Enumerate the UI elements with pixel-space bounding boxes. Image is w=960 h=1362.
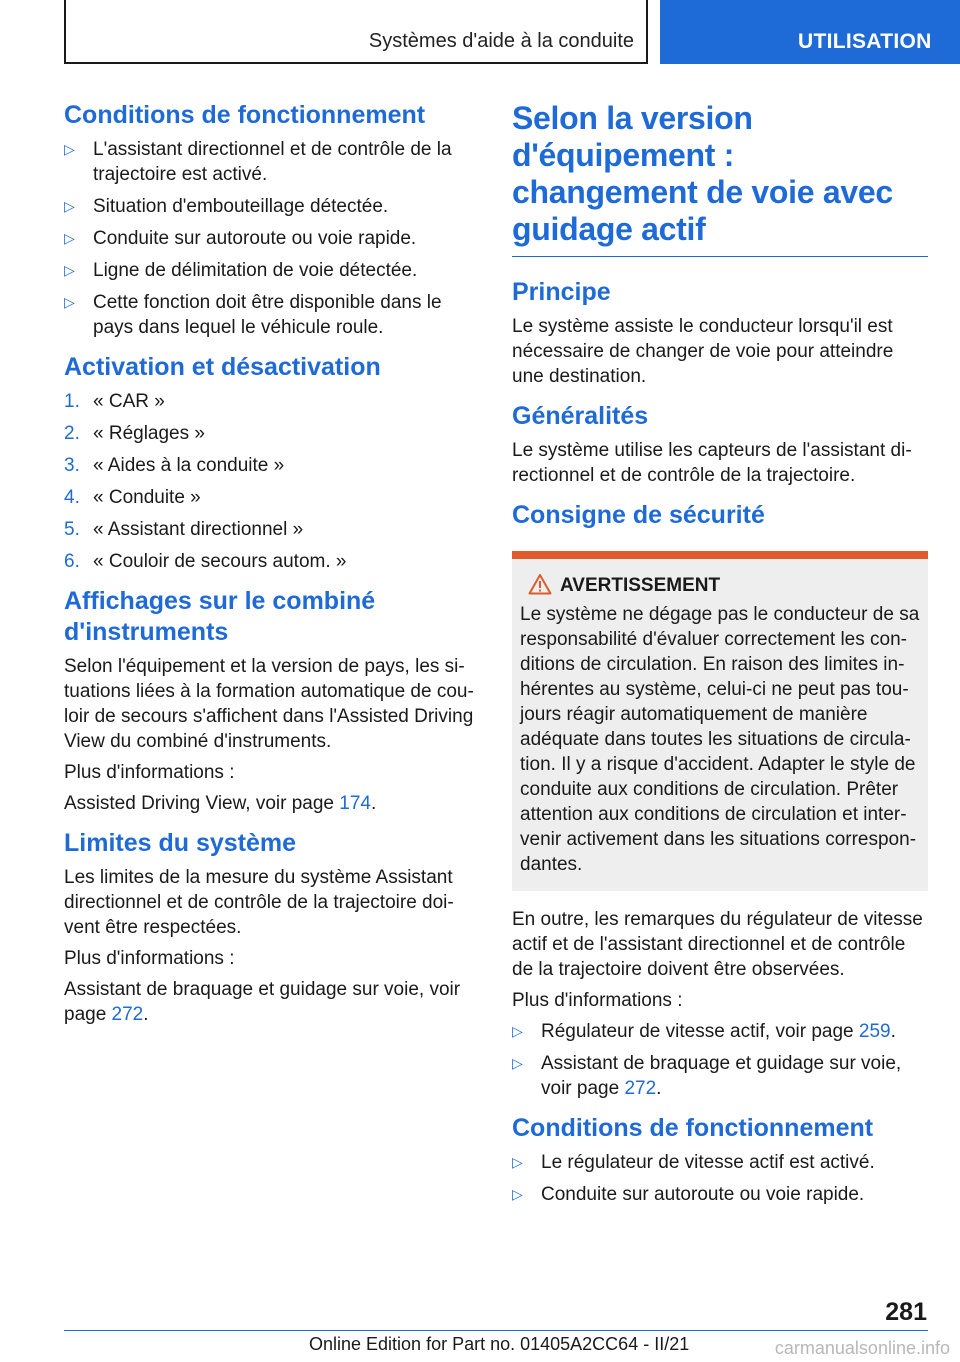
heading-activation: Activation et désactivation [64,353,381,381]
activation-steps [64,389,480,574]
heading-consigne: Consigne de sécurité [512,501,765,529]
main-title: Selon la version d'équipement : changement de voie avec guidage actif [512,100,893,247]
conditions-list-2 [512,1150,928,1207]
triangle-bullet-icon: ▷ [512,1186,523,1202]
more-info-label: Plus d'informations : [64,762,235,783]
page-link[interactable]: 174 [339,793,371,814]
limits-reference: Assistant de braquage et guidage sur voie, voir page 272. [64,979,461,1025]
principe-paragraph: Le système assiste le conducteur lorsqu'il est nécessaire de changer de voie pour atteindre une destination. [512,316,894,387]
more-info-label: Plus d'informations : [64,948,235,969]
reference-list [512,1019,928,1101]
section-title: UTILISATION [798,30,932,53]
warning-text: Le système ne dégage pas le conducteur de sa responsabilité d'évaluer correctement les conditions de circulation. En raison des limites inhérentes au système, celui-ci ne peut pas toujours réagir automatiquement de manière adéquate dans toutes les situations de circulation. Il y a risque d'accident. Adapter le style de conduite aux conditions de circulation. Prêter attention aux conditions de circulation et intervenir activement dans les situations correspondantes. [520,604,920,875]
page-link[interactable]: 272 [111,1004,144,1025]
step-item: 4. « Conduite » [64,487,201,508]
heading-conditions: Conditions de fonctionnement [64,101,426,129]
watermark: carmanualsonline.info [774,1338,950,1358]
step-item: 3. « Aides à la conduite » [64,455,285,476]
limits-paragraph: Les limites de la mesure du système Assistant directionnel et de contrôle de la trajectoire doivent être respectées. [64,867,454,938]
section-tab [660,0,960,64]
triangle-bullet-icon: ▷ [64,294,75,310]
step-item: 6. « Couloir de secours autom. » [64,551,347,572]
generalites-paragraph: Le système utilise les capteurs de l'assistant directionnel et de contrôle de la trajectoire. [512,440,912,486]
page-link[interactable]: 259 [858,1021,891,1042]
list-item: ▷ Ligne de délimitation de voie détectée. [64,260,418,281]
triangle-bullet-icon: ▷ [512,1055,523,1071]
heading-displays: Affichages sur le combiné d'instruments [64,587,376,646]
heading-limits: Limites du système [64,829,297,857]
step-item: 5. « Assistant directionnel » [64,519,304,540]
step-item: 1. « CAR » [64,391,165,412]
chapter-title: Systèmes d'aide à la conduite [368,30,634,52]
displays-paragraph: Selon l'équipement et la version de pays, les situations liées à la formation automatique de couloir de secours s'affichent dans l'Assisted Driving View du combiné d'instruments. [64,656,474,752]
more-info-label: Plus d'informations : [512,990,683,1011]
right-column [512,100,928,1217]
triangle-bullet-icon: ▷ [64,262,75,278]
footer-divider [64,1330,928,1331]
heading-generalites: Généralités [512,402,649,430]
title-divider [512,256,928,257]
heading-principe: Principe [512,278,611,306]
list-item: ▷ Cette fonction doit être disponible dans le pays dans lequel le véhicule roule. [64,292,442,338]
chapter-header [64,0,648,64]
left-column [64,100,480,1033]
triangle-bullet-icon: ▷ [64,198,75,214]
triangle-bullet-icon: ▷ [64,141,75,157]
list-item: ▷ Régulateur de vitesse actif, voir page 259. [512,1021,896,1042]
triangle-bullet-icon: ▷ [512,1023,523,1039]
remarks-paragraph: En outre, les remarques du régulateur de vitesse actif et de l'assistant directionnel et de contrôle de la trajectoire doivent être observées. [512,909,923,980]
page-link[interactable]: 272 [624,1078,657,1099]
triangle-bullet-icon: ▷ [64,230,75,246]
warning-triangle-icon [528,573,552,602]
list-item: ▷ L'assistant directionnel et de contrôle de la trajectoire est activé. [64,139,452,185]
list-item: ▷ Assistant de braquage et guidage sur voie, voir page 272. [512,1053,902,1099]
displays-reference: Assisted Driving View, voir page 174. [64,793,377,814]
page-number: 281 [885,1298,927,1326]
list-item: ▷ Le régulateur de vitesse actif est activé. [512,1152,875,1173]
heading-conditions-2: Conditions de fonctionnement [512,1114,874,1142]
step-item: 2. « Réglages » [64,423,205,444]
warning-box [512,551,928,891]
warning-title: AVERTISSEMENT [520,573,920,598]
list-item: ▷ Situation d'embouteillage détectée. [64,196,389,217]
list-item: ▷ Conduite sur autoroute ou voie rapide. [64,228,417,249]
list-item: ▷ Conduite sur autoroute ou voie rapide. [512,1184,865,1205]
edition-text: Online Edition for Part no. 01405A2CC64 - II/21 [309,1334,690,1354]
triangle-bullet-icon: ▷ [512,1154,523,1170]
conditions-list [64,137,480,340]
